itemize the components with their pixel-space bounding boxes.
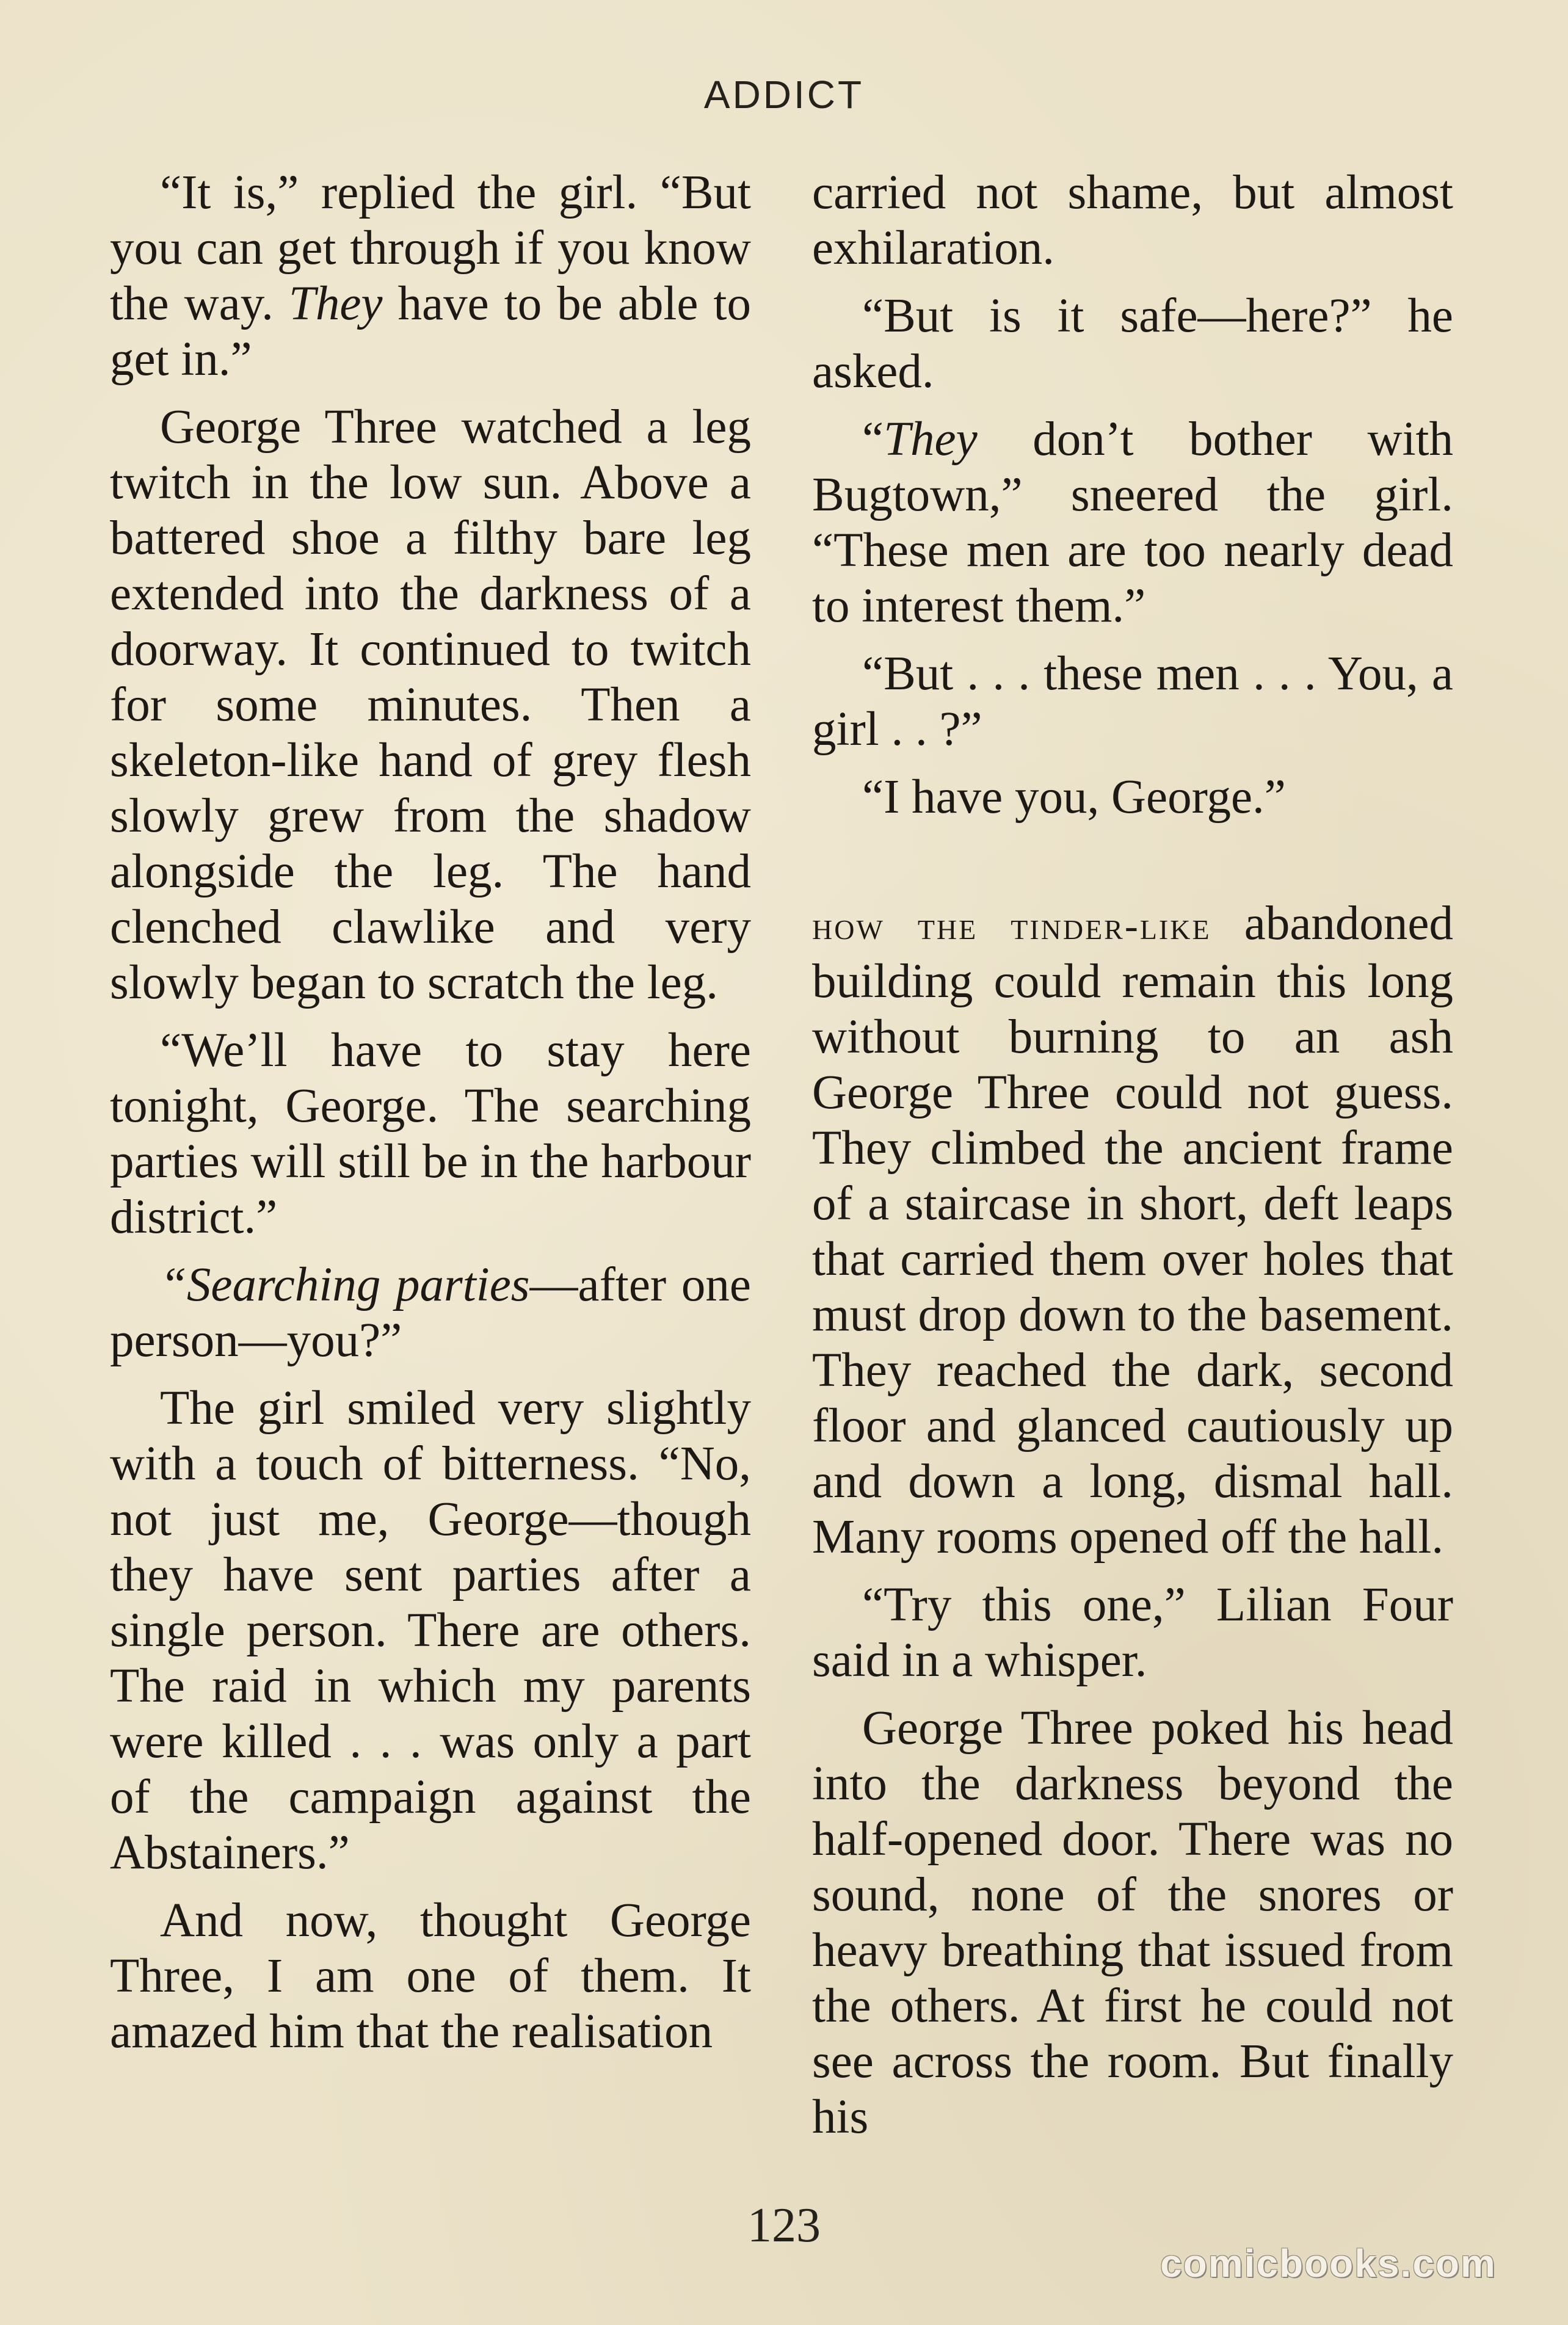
- running-head: ADDICT: [703, 73, 865, 117]
- paragraph: George Three watched a leg twitch in the low sun. Above a battered shoe a filthy bare leg extended into the darkness of a doorway. It continued to twitch for some minutes. Then a skeleton-like hand of grey flesh slowly grew from the shadow alongside the leg. The hand clenched clawlike and very slowly began to scratch the leg.: [110, 401, 751, 1009]
- paragraph: “But is it safe—here?” he asked.: [812, 289, 1453, 398]
- paragraph: “But . . . these men . . . You, a girl . . ?”: [812, 647, 1453, 756]
- watermark-logo: comicbooks.com: [1160, 2241, 1497, 2285]
- left-column: [110, 165, 751, 2072]
- paragraph: “Searching parties—after one person—you?”: [110, 1258, 751, 1367]
- section-break: [812, 837, 1453, 896]
- paragraph: “Try this one,” Lilian Four said in a whisper.: [812, 1578, 1453, 1687]
- paragraph: how the tinder-like abandoned building could remain this long without burning to an ash George Three could not guess. They climbed the ancient frame of a staircase in short, deft leaps that carried them over holes that must drop down to the basement. They reached the dark, second floor and glanced cautiously up and down a long, dismal hall. Many rooms opened off the hall.: [812, 897, 1453, 1564]
- paragraph: The girl smiled very slightly with a touch of bitterness. “No, not just me, George—though they have sent parties after a single person. There are others. The raid in which my parents were killed . . . was only a part of the campaign against the Abstainers.”: [110, 1382, 751, 1879]
- paragraph: George Three poked his head into the darkness beyond the half-opened door. There was no sound, none of the snores or heavy breathing that issued from the others. At first he could not see across the room. But finally his: [812, 1702, 1453, 2144]
- paragraph: carried not shame, but almost exhilaration.: [812, 166, 1453, 275]
- paragraph: And now, thought George Three, I am one of them. It amazed him that the realisation: [110, 1894, 751, 2058]
- page-number: 123: [747, 2199, 821, 2252]
- right-column: [812, 165, 1453, 2157]
- paragraph: “They don’t bother with Bugtown,” sneered the girl. “These men are too nearly dead to interest them.”: [812, 413, 1453, 633]
- paragraph: “It is,” replied the girl. “But you can get through if you know the way. They have to be able to get in.”: [110, 166, 751, 386]
- paragraph: “I have you, George.”: [862, 771, 1286, 824]
- paragraph: “We’ll have to stay here tonight, George. The searching parties will still be in the harbour district.”: [110, 1024, 751, 1244]
